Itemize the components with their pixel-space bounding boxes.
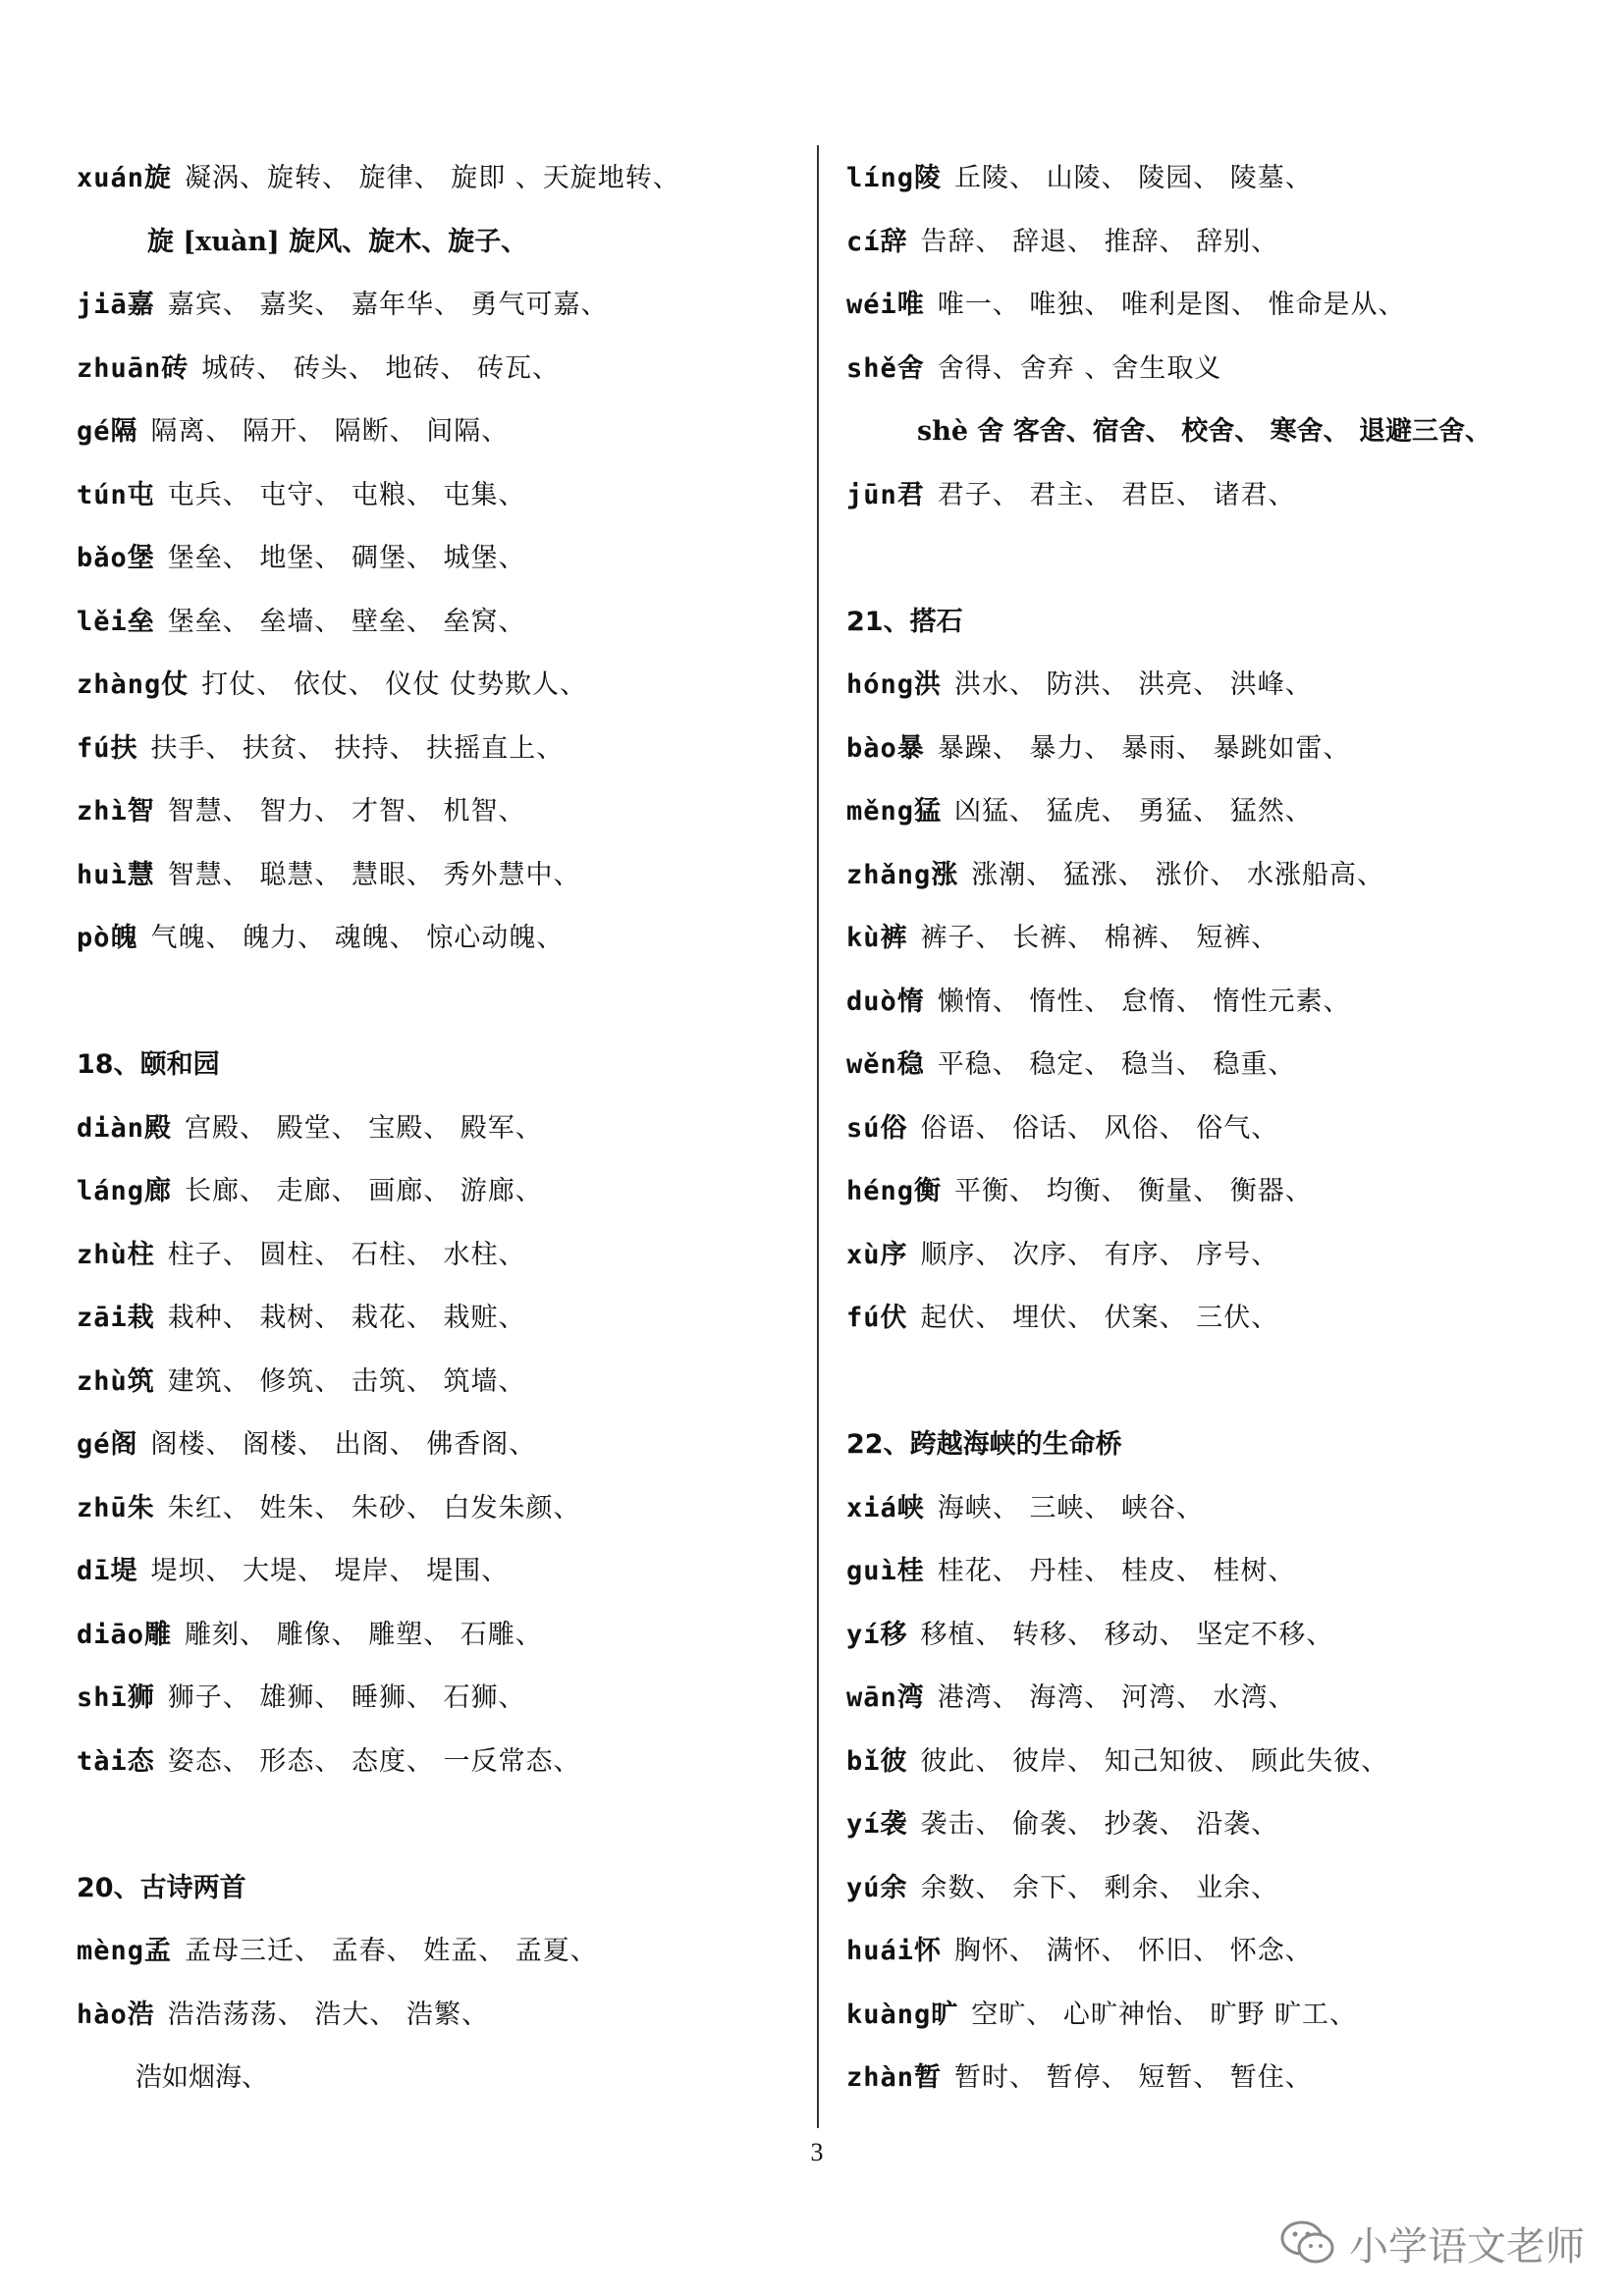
pinyin: zāi xyxy=(77,1303,128,1333)
pinyin: bào xyxy=(846,732,897,764)
word-list: 桂花、 丹桂、 桂皮、 桂树、 xyxy=(937,1556,1296,1586)
pinyin: lěi xyxy=(77,606,128,637)
character: 浩 xyxy=(127,1999,154,2030)
word-list: 君子、 君主、 君臣、 诸君、 xyxy=(937,479,1296,510)
vocab-entry xyxy=(77,1097,803,1161)
word-list: 嘉宾、 嘉奖、 嘉年华、 勇气可嘉、 xyxy=(167,290,609,320)
vocab-entry xyxy=(77,1477,803,1541)
vocab-entry xyxy=(846,1984,1573,2048)
word-list: 懒惰、 惰性、 怠惰、 惰性元素、 xyxy=(937,986,1351,1017)
pinyin: kuàng xyxy=(846,1999,932,2030)
lesson-heading: 22、跨越海峡的生命桥 xyxy=(846,1429,1122,1460)
vocab-entry xyxy=(846,147,1573,211)
spacer xyxy=(77,1793,803,1857)
pinyin: xuán xyxy=(77,163,145,193)
watermark-text: 小学语文老师 xyxy=(1349,2223,1585,2269)
character: 陵 xyxy=(914,163,942,193)
character: 涨 xyxy=(931,859,958,890)
word-list: 海峡、 三峡、 峡谷、 xyxy=(937,1492,1204,1523)
pinyin: cí xyxy=(846,226,881,257)
character: 雕 xyxy=(144,1619,172,1650)
word-list: 告辞、 辞退、 推辞、 辞别、 xyxy=(920,226,1279,257)
character: 砖 xyxy=(161,352,189,384)
pinyin: yí xyxy=(846,1809,881,1840)
right-column xyxy=(846,147,1573,2110)
pinyin: xiá xyxy=(846,1492,897,1523)
pinyin: zhū xyxy=(77,1492,128,1523)
character: 序 xyxy=(880,1239,907,1270)
vocab-entry xyxy=(846,338,1573,401)
vocab-entry xyxy=(77,274,803,338)
word-list: 堡垒、 地堡、 碉堡、 城堡、 xyxy=(167,543,526,573)
vocab-entry xyxy=(846,1604,1573,1668)
pinyin: fú xyxy=(77,732,111,764)
pinyin: diāo xyxy=(77,1619,145,1650)
pinyin: tún xyxy=(77,479,128,510)
pinyin: hào xyxy=(77,1999,128,2030)
word-list: 隔离、 隔开、 隔断、 间隔、 xyxy=(150,416,510,447)
word-list: 暂时、 暂停、 短暂、 暂住、 xyxy=(954,2062,1313,2093)
character: 智 xyxy=(127,796,154,827)
watermark xyxy=(1278,2214,1585,2272)
vocab-entry xyxy=(77,591,803,655)
character: 湾 xyxy=(896,1682,924,1713)
character: 桂 xyxy=(896,1556,924,1586)
lesson-heading: 21、搭石 xyxy=(846,606,963,637)
character: 旷 xyxy=(931,1999,958,2030)
pinyin: gé xyxy=(77,1429,111,1460)
word-list: 长廊、 走廊、 画廊、 游廊、 xyxy=(185,1176,543,1206)
pinyin: yí xyxy=(846,1619,881,1650)
word-list: 顺序、 次序、 有序、 序号、 xyxy=(920,1239,1279,1270)
character: 舍 xyxy=(896,352,924,384)
character: 猛 xyxy=(914,796,942,827)
vocab-entry xyxy=(77,1920,803,1984)
wechat-icon xyxy=(1278,2218,1337,2268)
vocab-entry xyxy=(846,907,1573,971)
character: 廊 xyxy=(144,1176,172,1206)
word-list: 宫殿、 殿堂、 宝殿、 殿军、 xyxy=(185,1112,543,1144)
word-list: 城砖、 砖头、 地砖、 砖瓦、 xyxy=(201,352,561,384)
vocab-entry xyxy=(77,1667,803,1731)
left-column xyxy=(77,147,803,2110)
word-list: 浩浩荡荡、 浩大、 浩繁、 xyxy=(167,1999,489,2030)
pinyin: duò xyxy=(846,986,897,1017)
character: 袭 xyxy=(880,1809,907,1840)
word-list: 唯一、 唯独、 唯利是图、 惟命是从、 xyxy=(937,290,1406,320)
word-list: 栽种、 栽树、 栽花、 栽赃、 xyxy=(167,1303,526,1333)
vocab-entry xyxy=(846,464,1573,528)
pinyin: zhǎng xyxy=(846,859,932,890)
alt-pronunciation: 旋 [xuàn] 旋风、旋木、旋子、 xyxy=(147,226,528,257)
pinyin: sú xyxy=(846,1112,881,1144)
character: 态 xyxy=(127,1745,154,1777)
vocab-entry xyxy=(846,211,1573,275)
pinyin: kù xyxy=(846,923,881,953)
word-list: 气魄、 魄力、 魂魄、 惊心动魄、 xyxy=(150,923,565,953)
character: 扶 xyxy=(110,732,137,764)
pinyin: gé xyxy=(77,416,111,447)
word-list: 建筑、 修筑、 击筑、 筑墙、 xyxy=(167,1365,526,1397)
pinyin: měng xyxy=(846,796,915,827)
character: 堤 xyxy=(110,1556,137,1586)
vocab-entry xyxy=(846,1287,1573,1351)
character: 洪 xyxy=(914,669,942,700)
spacer xyxy=(846,527,1573,591)
character: 移 xyxy=(880,1619,907,1650)
lesson-heading: 18、颐和园 xyxy=(77,1049,220,1080)
pinyin: shě xyxy=(846,352,897,384)
vocab-entry xyxy=(846,1793,1573,1857)
character: 暴 xyxy=(896,732,924,764)
character: 栽 xyxy=(127,1303,154,1333)
word-list: 智慧、 智力、 才智、 机智、 xyxy=(167,796,526,827)
pinyin: tài xyxy=(77,1745,128,1777)
pinyin: zhuān xyxy=(77,352,162,384)
pinyin: láng xyxy=(77,1176,145,1206)
vocab-entry xyxy=(77,1287,803,1351)
pinyin: wān xyxy=(846,1682,897,1713)
vocab-entry xyxy=(846,1540,1573,1604)
word-list: 裤子、 长裤、 棉裤、 短裤、 xyxy=(920,923,1279,953)
word-list: 暴躁、 暴力、 暴雨、 暴跳如雷、 xyxy=(937,732,1351,764)
pinyin: huì xyxy=(77,859,128,890)
pinyin: zhàng xyxy=(77,669,162,700)
alt-pronunciation: shè 舍 客舍、宿舍、 校舍、 寒舍、 退避三舍、 xyxy=(917,416,1492,447)
word-list: 堤坝、 大堤、 堤岸、 堤围、 xyxy=(150,1556,510,1586)
pinyin: diàn xyxy=(77,1112,145,1144)
character: 仗 xyxy=(161,669,189,700)
vocab-entry xyxy=(77,1224,803,1288)
word-list: 狮子、 雄狮、 睡狮、 石狮、 xyxy=(167,1682,526,1713)
vocab-entry xyxy=(77,1160,803,1224)
character: 筑 xyxy=(127,1365,154,1397)
vocab-entry xyxy=(77,654,803,718)
vocab-entry xyxy=(846,718,1573,781)
lesson-heading: 20、古诗两首 xyxy=(77,1872,246,1903)
word-list: 港湾、 海湾、 河湾、 水湾、 xyxy=(937,1682,1296,1713)
pinyin: xù xyxy=(846,1239,881,1270)
pinyin: hóng xyxy=(846,669,915,700)
character: 暂 xyxy=(914,2062,942,2093)
vocab-entry xyxy=(77,338,803,401)
character: 嘉 xyxy=(127,290,154,320)
character: 殿 xyxy=(144,1112,172,1144)
character: 惰 xyxy=(896,986,924,1017)
vocab-entry xyxy=(77,718,803,781)
character: 垒 xyxy=(127,606,154,637)
word-list: 平衡、 均衡、 衡量、 衡器、 xyxy=(954,1176,1313,1206)
pinyin: pò xyxy=(77,923,111,953)
character: 狮 xyxy=(127,1682,154,1713)
pinyin: wěn xyxy=(846,1049,897,1080)
character: 辞 xyxy=(880,226,907,257)
word-list: 袭击、 偷袭、 抄袭、 沿袭、 xyxy=(920,1809,1279,1840)
character: 隔 xyxy=(110,416,137,447)
word-list: 打仗、 依仗、 仪仗 仗势欺人、 xyxy=(201,669,588,700)
vocab-entry xyxy=(77,1414,803,1477)
word-list: 起伏、 埋伏、 伏案、 三伏、 xyxy=(920,1303,1279,1333)
pinyin: bǐ xyxy=(846,1745,881,1777)
pinyin: héng xyxy=(846,1176,915,1206)
vocab-entry xyxy=(846,1477,1573,1541)
vocab-entry xyxy=(846,844,1573,908)
word-list: 移植、 转移、 移动、 坚定不移、 xyxy=(920,1619,1334,1650)
character: 伏 xyxy=(880,1303,907,1333)
word-list: 堡垒、 垒墙、 壁垒、 垒窝、 xyxy=(167,606,526,637)
word-list: 俗语、 俗话、 风俗、 俗气、 xyxy=(920,1112,1279,1144)
pinyin: bǎo xyxy=(77,543,128,573)
character: 屯 xyxy=(127,479,154,510)
vocab-entry xyxy=(846,1224,1573,1288)
character: 唯 xyxy=(896,290,924,320)
word-list: 胸怀、 满怀、 怀旧、 怀念、 xyxy=(954,1936,1313,1966)
word-list: 智慧、 聪慧、 慧眼、 秀外慧中、 xyxy=(167,859,581,890)
word-list: 彼此、 彼岸、 知己知彼、 顾此失彼、 xyxy=(920,1745,1389,1777)
word-list: 凶猛、 猛虎、 勇猛、 猛然、 xyxy=(954,796,1313,827)
word-list: 凝涡、旋转、 旋律、 旋即 、天旋地转、 xyxy=(185,163,680,193)
vocab-entry xyxy=(77,1351,803,1415)
character: 堡 xyxy=(127,543,154,573)
word-list: 朱红、 姓朱、 朱砂、 白发朱颜、 xyxy=(167,1492,581,1523)
character: 朱 xyxy=(127,1492,154,1523)
pinyin: dī xyxy=(77,1556,111,1586)
vocab-entry xyxy=(846,971,1573,1035)
character: 俗 xyxy=(880,1112,907,1144)
vocab-entry xyxy=(846,1731,1573,1794)
vocab-entry xyxy=(846,654,1573,718)
vocab-entry xyxy=(846,1097,1573,1161)
vocab-entry xyxy=(846,1034,1573,1097)
spacer xyxy=(77,971,803,1035)
vocab-entry xyxy=(846,2047,1573,2110)
character: 柱 xyxy=(127,1239,154,1270)
pinyin: jiā xyxy=(77,290,128,320)
pinyin: wéi xyxy=(846,290,897,320)
pinyin: yú xyxy=(846,1872,881,1903)
word-list: 丘陵、 山陵、 陵园、 陵墓、 xyxy=(954,163,1313,193)
word-list: 涨潮、 猛涨、 涨价、 水涨船高、 xyxy=(971,859,1385,890)
pinyin: huái xyxy=(846,1936,915,1966)
vocab-entry xyxy=(77,147,803,211)
vocab-entry xyxy=(77,907,803,971)
word-list: 柱子、 圆柱、 石柱、 水柱、 xyxy=(167,1239,526,1270)
character: 孟 xyxy=(144,1936,172,1966)
pinyin: zhàn xyxy=(846,2062,915,2093)
character: 稳 xyxy=(896,1049,924,1080)
spacer xyxy=(846,1351,1573,1415)
word-list: 阁楼、 阁楼、 出阁、 佛香阁、 xyxy=(150,1429,537,1460)
character: 峡 xyxy=(896,1492,924,1523)
vocab-entry xyxy=(846,780,1573,844)
vocab-entry xyxy=(77,464,803,528)
word-list: 孟母三迁、 孟春、 姓孟、 孟夏、 xyxy=(185,1936,598,1966)
character: 魄 xyxy=(110,923,137,953)
character: 怀 xyxy=(914,1936,942,1966)
pinyin: guì xyxy=(846,1556,897,1586)
pinyin: zhù xyxy=(77,1365,128,1397)
word-list: 姿态、 形态、 态度、 一反常态、 xyxy=(167,1745,581,1777)
character: 慧 xyxy=(127,859,154,890)
pinyin: shī xyxy=(77,1682,128,1713)
character: 彼 xyxy=(880,1745,907,1777)
vocab-entry xyxy=(77,1540,803,1604)
character: 裤 xyxy=(880,923,907,953)
pinyin: zhù xyxy=(77,1239,128,1270)
word-list: 舍得、舍弃 、舍生取义 xyxy=(937,352,1222,384)
vocab-entry xyxy=(846,1667,1573,1731)
vocab-entry xyxy=(846,1857,1573,1921)
word-list: 扶手、 扶贫、 扶持、 扶摇直上、 xyxy=(150,732,565,764)
column-divider xyxy=(817,145,819,2128)
word-list: 余数、 余下、 剩余、 业余、 xyxy=(920,1872,1279,1903)
vocab-entry xyxy=(77,1731,803,1794)
page-number: 3 xyxy=(810,2138,824,2166)
pinyin: fú xyxy=(846,1303,881,1333)
word-list: 雕刻、 雕像、 雕塑、 石雕、 xyxy=(185,1619,543,1650)
vocab-entry xyxy=(846,1160,1573,1224)
word-list: 平稳、 稳定、 稳当、 稳重、 xyxy=(937,1049,1296,1080)
character: 余 xyxy=(880,1872,907,1903)
vocab-entry xyxy=(77,780,803,844)
vocab-entry xyxy=(846,274,1573,338)
pinyin: jūn xyxy=(846,479,897,510)
character: 旋 xyxy=(144,163,172,193)
word-list: 屯兵、 屯守、 屯粮、 屯集、 xyxy=(167,479,526,510)
vocab-entry xyxy=(77,844,803,908)
character: 衡 xyxy=(914,1176,942,1206)
vocab-entry xyxy=(77,527,803,591)
word-list: 洪水、 防洪、 洪亮、 洪峰、 xyxy=(954,669,1313,700)
word-list: 空旷、 心旷神怡、 旷野 旷工、 xyxy=(971,1999,1358,2030)
vocab-entry xyxy=(77,1604,803,1668)
entry-continuation: 浩如烟海、 xyxy=(135,2062,268,2093)
pinyin: zhì xyxy=(77,796,128,827)
vocab-entry xyxy=(77,400,803,464)
vocab-entry xyxy=(77,1984,803,2048)
character: 阁 xyxy=(110,1429,137,1460)
vocab-entry xyxy=(846,1920,1573,1984)
character: 君 xyxy=(896,479,924,510)
pinyin: líng xyxy=(846,163,915,193)
pinyin: mèng xyxy=(77,1936,145,1966)
